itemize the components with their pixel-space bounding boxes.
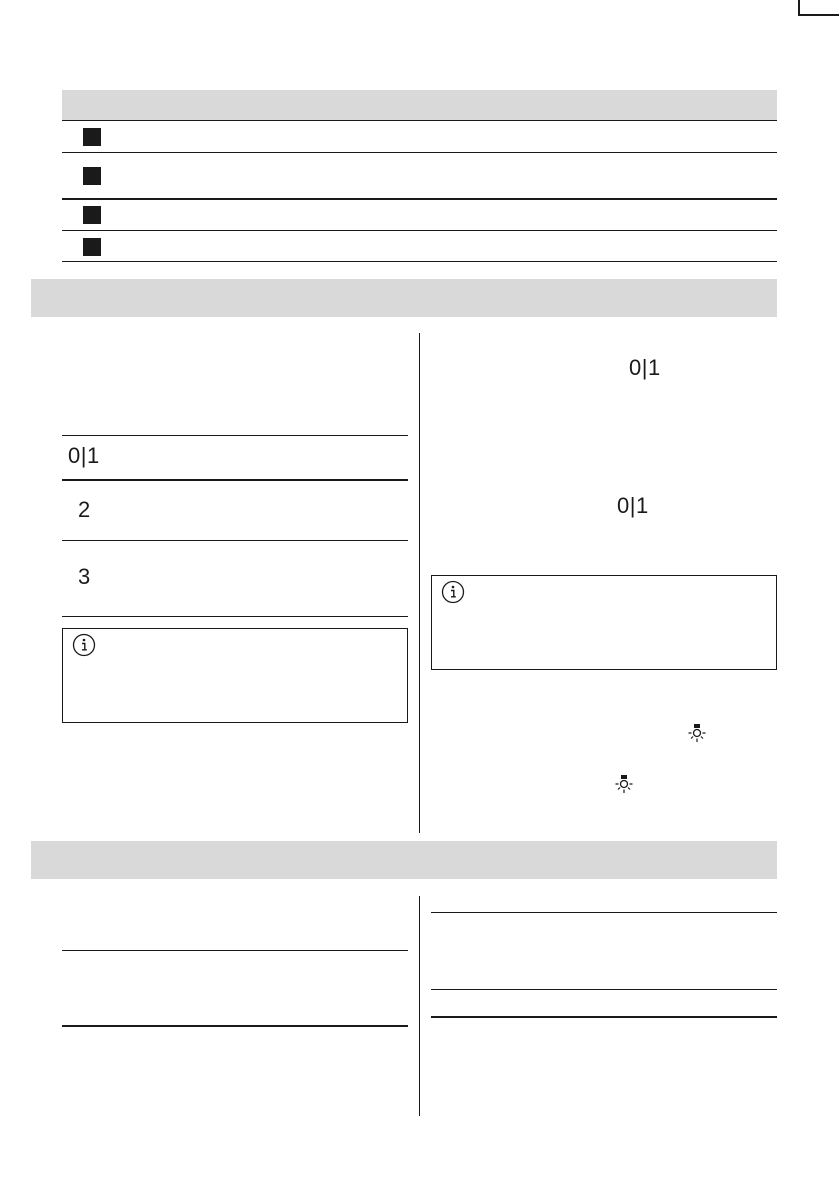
power-symbol-inline: 0|1 — [629, 355, 661, 380]
power-symbol-inline: 0|1 — [617, 493, 649, 518]
page-corner-horizontal — [800, 14, 839, 16]
table-row-marker — [83, 206, 101, 224]
level-two-symbol: 2 — [78, 497, 91, 522]
table-row-rule — [62, 230, 777, 231]
right-table-rule — [431, 912, 777, 913]
light-bulb-icon — [687, 723, 707, 743]
section-band-1 — [31, 279, 777, 317]
table-header — [62, 90, 777, 121]
light-bulb-icon — [614, 774, 634, 794]
info-note-right — [431, 575, 777, 670]
table-bottom-rule — [62, 261, 777, 262]
info-note-left — [62, 628, 408, 723]
column-divider — [419, 896, 420, 1116]
left-table-rule — [62, 950, 408, 951]
table-row-marker — [83, 128, 101, 146]
section-band-2 — [31, 841, 777, 879]
table-row-rule — [62, 198, 777, 200]
level-three-symbol: 3 — [78, 564, 91, 589]
table-row-rule — [62, 152, 777, 153]
symbol-table-rule — [62, 540, 408, 541]
symbol-table-top-rule — [62, 435, 408, 436]
table-row-marker — [83, 238, 101, 256]
page-corner-vertical — [798, 0, 800, 16]
info-icon — [72, 633, 96, 657]
column-divider — [419, 333, 420, 833]
right-table-rule — [431, 989, 777, 990]
power-symbol: 0|1 — [68, 443, 100, 468]
right-table-rule — [431, 1016, 777, 1018]
left-table-rule — [62, 1025, 408, 1027]
table-header-bottom-rule — [62, 120, 777, 121]
symbol-table-bottom-rule — [62, 616, 408, 617]
table-row-marker — [83, 167, 101, 185]
symbol-table-rule — [62, 479, 408, 481]
info-icon — [441, 580, 465, 604]
